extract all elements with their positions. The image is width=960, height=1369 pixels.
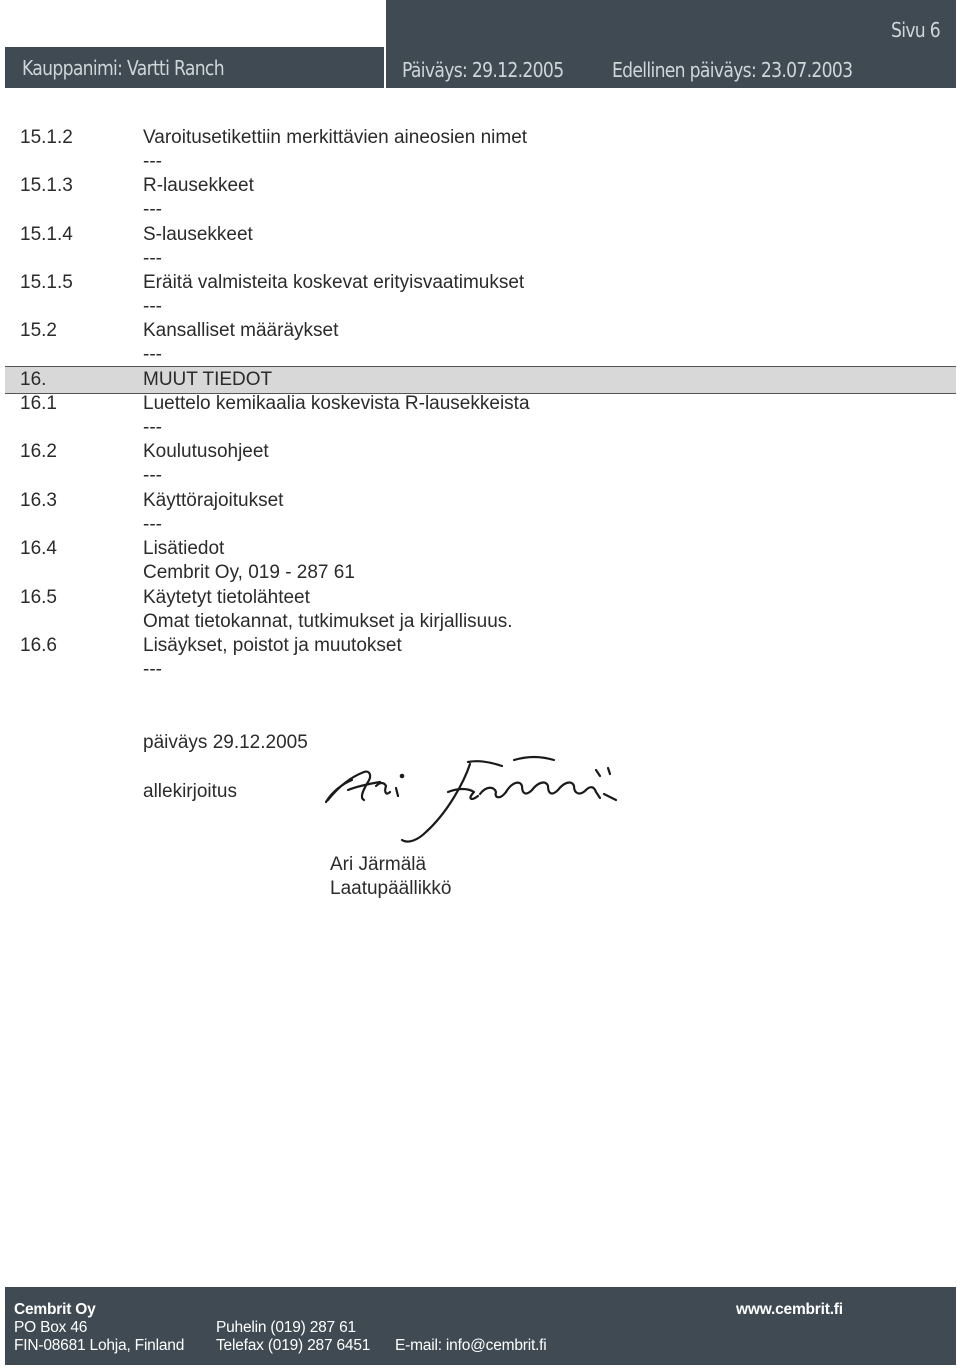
footer-fax: Telefax (019) 287 6451 <box>216 1337 371 1354</box>
section-number: 16.2 <box>20 441 57 462</box>
footer-address-line1: PO Box 46 <box>14 1319 88 1336</box>
section-number: 15.2 <box>20 320 57 341</box>
section-content: Cembrit Oy, 019 - 287 61 <box>143 562 355 583</box>
section-title: MUUT TIEDOT <box>143 369 273 390</box>
signature-label: allekirjoitus <box>143 781 237 802</box>
section-number: 16.6 <box>20 635 57 656</box>
handwritten-signature <box>318 752 628 847</box>
section-title: Lisätiedot <box>143 538 225 559</box>
footer-website[interactable]: www.cembrit.fi <box>736 1301 843 1318</box>
footer-company: Cembrit Oy <box>14 1301 96 1318</box>
signature-date: päiväys 29.12.2005 <box>143 732 308 753</box>
section-title: S-lausekkeet <box>143 224 253 245</box>
section-number: 15.1.5 <box>20 272 73 293</box>
section-content: --- <box>143 248 162 269</box>
previous-date: Edellinen päiväys: 23.07.2003 <box>612 58 853 82</box>
section-content: --- <box>143 659 162 680</box>
section-number: 15.1.4 <box>20 224 73 245</box>
section-title: Kansalliset määräykset <box>143 320 339 341</box>
section-number: 16. <box>20 369 47 390</box>
section-title: Käyttörajoitukset <box>143 490 284 511</box>
section-title: Eräitä valmisteita koskevat erityisvaatimukset <box>143 272 525 293</box>
section-content: Omat tietokannat, tutkimukset ja kirjallisuus. <box>143 611 513 632</box>
signer-name: Ari Järmälä <box>330 854 427 875</box>
section-content: --- <box>143 417 162 438</box>
section-title: Koulutusohjeet <box>143 441 269 462</box>
section-title: Varoitusetikettiin merkittävien aineosien nimet <box>143 127 528 148</box>
section-number: 16.3 <box>20 490 57 511</box>
section-title: Käytetyt tietolähteet <box>143 587 310 608</box>
section-content: --- <box>143 514 162 535</box>
footer-phone: Puhelin (019) 287 61 <box>216 1319 356 1336</box>
section-title: Luettelo kemikaalia koskevista R-lausekkeista <box>143 393 530 414</box>
footer-address-line2: FIN-08681 Lohja, Finland <box>14 1337 185 1354</box>
section-content: --- <box>143 344 162 365</box>
signer-title: Laatupäällikkö <box>330 878 452 899</box>
section-title: Lisäykset, poistot ja muutokset <box>143 635 402 656</box>
section-number: 16.1 <box>20 393 57 414</box>
section-number: 16.4 <box>20 538 57 559</box>
section-number: 15.1.3 <box>20 175 73 196</box>
company-name: Kauppanimi: Vartti Ranch <box>22 56 224 80</box>
section-title: R-lausekkeet <box>143 175 254 196</box>
footer-email[interactable]: E-mail: info@cembrit.fi <box>395 1337 547 1354</box>
document-date: Päiväys: 29.12.2005 <box>402 58 564 82</box>
section-content: --- <box>143 465 162 486</box>
section-number: 15.1.2 <box>20 127 73 148</box>
section-number: 16.5 <box>20 587 57 608</box>
page-number: Sivu 6 <box>891 18 941 42</box>
section-content: --- <box>143 151 162 172</box>
section-content: --- <box>143 199 162 220</box>
section-content: --- <box>143 296 162 317</box>
